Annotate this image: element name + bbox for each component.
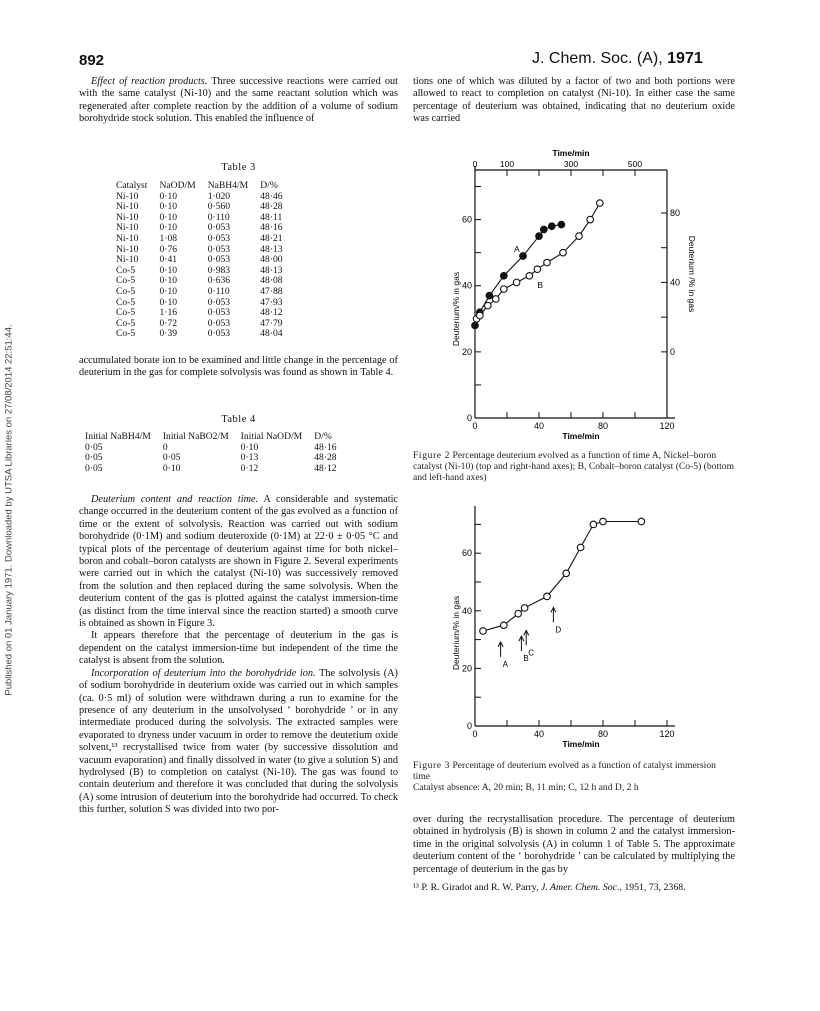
table-3 [110, 181, 289, 340]
data-point [472, 322, 479, 329]
table-cell: 0·10 [159, 275, 178, 287]
data-point [600, 518, 607, 525]
table-cell: Ni-10 [116, 254, 139, 266]
table-cell: 47·93 [260, 296, 283, 308]
table-cell: Ni-10 [116, 222, 139, 234]
table-cell: 1·08 [159, 232, 178, 244]
table-cell: 48·08 [260, 275, 283, 287]
table-cell: 48·28 [314, 452, 337, 464]
right-tick-label: 40 [670, 277, 681, 288]
data-point [501, 622, 508, 629]
paragraph-right-bottom: over during the recrystallisation procedure. The percentage of deuterium obtained in hydrolysis (B) is shown in column 2 and the catalyst immersion-time in the original solvolysis (A) in column 1 of Table 5. The approximate deuterium content of the ‘ borohydride ’ can be calculated by multiplying the percentage of deuterium in the gas by [413, 814, 735, 875]
table-row [79, 464, 343, 475]
x-tick-label: 120 [659, 421, 675, 431]
table-cell: Co-5 [116, 317, 136, 329]
right-axis-label: Deuterium /% in gas [687, 235, 697, 313]
table-cell: 48·12 [260, 307, 283, 319]
data-point [549, 223, 556, 230]
annotation-label: A [502, 659, 508, 669]
x-tick-label: 40 [533, 421, 545, 431]
y-tick-label: 20 [461, 663, 472, 674]
data-point [541, 226, 548, 233]
annotation-label: D [555, 625, 562, 635]
table-cell: 1·020 [207, 190, 231, 202]
series-line [475, 225, 561, 326]
data-point [501, 273, 508, 280]
top-tick-label: 0 [472, 159, 478, 169]
table-4 [79, 432, 343, 474]
figure-3-chart [445, 498, 705, 760]
table-cell: 0·983 [207, 264, 231, 276]
table-cell: 0·12 [240, 462, 259, 474]
table-cell: 0·053 [207, 296, 231, 308]
data-point [587, 216, 594, 223]
table-cell: 0·636 [207, 275, 231, 287]
figure-3-caption: Figure 3 Percentage of deuterium evolved as a function of catalyst immersion time Catalyst absence: A, 20 min; B, 11 min; C, 12 h and D, 2 h [413, 760, 716, 793]
table-cell: 0·10 [159, 190, 178, 202]
table-cell: 48·16 [260, 222, 283, 234]
x-tick-label: 0 [472, 421, 478, 431]
paragraph-deuterium-content: Deuterium content and reaction time. A considerable and systematic change occurred in the deuterium content of the gas evolved as a function of time or the extent of solvolysis. Reaction was carried out with sodium borohydride (0·1M) and sodium deuteroxide (0·1M) at 22·0 ± 0·05 °C and typical plots of the percentage of deuterium against time for both nickel–boron and cobalt–boron catalysts are shown in Figure 2. Several experiments were carried out in which the catalyst (Ni-10) was successively removed from the solution and then replaced during the same solvolysis. When the deuterium content of the gas is plotted against the catalyst immersion-time (as distinct from the time interval since the reaction started) a smooth curve is obtained as shown in Figure 3. [79, 494, 399, 630]
y-tick-label: 0 [466, 721, 472, 731]
x-tick-label: 120 [659, 729, 675, 739]
table-cell: 0·05 [85, 441, 103, 453]
x-tick-label: 80 [597, 729, 609, 739]
data-point [534, 266, 541, 273]
top-axis-label: Time/min [552, 148, 590, 158]
data-point [520, 253, 527, 260]
y-tick-label: 60 [461, 548, 472, 559]
table-cell: 0·13 [240, 452, 259, 464]
body-text-left [79, 494, 398, 817]
table-cell: 0·10 [159, 201, 178, 213]
data-point [501, 286, 508, 293]
table-cell: Ni-10 [116, 201, 139, 213]
x-tick-label: 40 [533, 729, 545, 739]
table-cell: 48·28 [260, 201, 283, 213]
table-cell: 48·21 [260, 232, 283, 244]
table-cell: 0·39 [159, 328, 178, 340]
y-tick-label: 0 [466, 413, 472, 423]
table-cell: 48·13 [260, 264, 283, 276]
column-header: D/% [314, 431, 332, 442]
table-row [110, 287, 289, 298]
table-cell: 0·72 [159, 317, 178, 329]
table-cell: 0·05 [85, 462, 103, 474]
column-header: Initial NaOD/M [240, 431, 303, 442]
column-header: Initial NaBO2/M [162, 431, 229, 442]
data-point [513, 279, 520, 286]
data-point [558, 221, 565, 228]
table-cell: 0·053 [207, 254, 231, 266]
paragraph-dependence: It appears therefore that the percentage of deuterium in the gas is dependent on the catalyst immersion-time but independent of the time the catalyst is absent from the solution. [79, 630, 398, 667]
y-tick-label: 60 [461, 214, 472, 225]
table-cell: 0·10 [159, 264, 178, 276]
y-tick-label: 20 [461, 346, 472, 357]
column-header: Catalyst [116, 180, 148, 191]
right-tick-label: 0 [670, 346, 676, 357]
series-label: B [537, 279, 544, 290]
table-cell: 0·76 [159, 243, 178, 255]
data-point [521, 605, 528, 612]
x-tick-label: 0 [472, 729, 478, 739]
data-point [638, 518, 645, 525]
table-cell: 0·053 [207, 317, 231, 329]
table-cell: 0·110 [207, 285, 230, 297]
data-point [515, 610, 522, 617]
paragraph-borate: accumulated borate ion to be examined and little change in the percentage of deuterium in the gas for complete solvolysis was found as shown in Table 4. [79, 355, 398, 379]
table-cell: 0·053 [207, 328, 231, 340]
data-point [493, 296, 500, 303]
top-tick-label: 100 [499, 159, 515, 169]
data-point [480, 628, 487, 635]
figure-2-caption: Figure 2 Percentage deuterium evolved as a function of time A, Nickel–boron catalyst (Ni-10) (top and right-hand axes); B, Cobalt–boron catalyst (Co-5) (bottom and left-hand axes) [413, 450, 735, 483]
table-cell: 0·10 [162, 462, 181, 474]
data-point [477, 312, 484, 319]
table-cell: 0·05 [162, 452, 181, 464]
table-cell: Ni-10 [116, 211, 139, 223]
table-cell: 0·053 [207, 232, 231, 244]
data-point [590, 521, 597, 528]
table-row [79, 453, 343, 464]
x-axis-label: Time/min [562, 431, 600, 441]
column-header: Initial NaBH4/M [85, 431, 151, 442]
page-number: 892 [79, 52, 105, 69]
table-cell: 48·13 [260, 243, 283, 255]
data-point [597, 200, 604, 207]
table-cell: 0·10 [159, 285, 178, 297]
table-cell: 0·110 [207, 211, 230, 223]
table-cell: Ni-10 [116, 232, 139, 244]
table-cell: 1·16 [159, 307, 178, 319]
table-cell: 0·10 [240, 441, 259, 453]
data-point [544, 259, 551, 266]
data-point [560, 249, 567, 256]
table-cell: 48·11 [260, 211, 283, 223]
series-label: A [514, 243, 520, 254]
x-axis-label: Time/min [562, 739, 600, 749]
paragraph-right-top: tions one of which was diluted by a factor of two and both portions were allowed to react to completion on catalyst (Ni-10). In either case the same percentage of deuterium was obtained, indicating that no deuterium oxide was carried [413, 76, 735, 125]
download-notice: Published on 01 January 1971. Downloaded by UTSA Libraries on 27/08/2014 22:51:44. [3, 324, 15, 696]
data-point [526, 273, 533, 280]
table-cell: Ni-10 [116, 243, 139, 255]
table-cell: 0·560 [207, 201, 231, 213]
table-cell: 48·16 [314, 441, 337, 453]
column-header: D/% [260, 180, 278, 191]
data-point [563, 570, 570, 577]
data-point [486, 292, 493, 299]
table-cell: Co-5 [116, 296, 136, 308]
y-axis-label: Deuterium/% in gas [451, 271, 461, 347]
table-cell: Co-5 [116, 285, 136, 297]
y-axis-label: Deuterium/% in gas [451, 595, 461, 671]
right-tick-label: 80 [670, 207, 681, 218]
data-point [544, 593, 551, 600]
table-cell: 0·10 [159, 296, 178, 308]
table-cell: Ni-10 [116, 190, 139, 202]
annotation-label: C [528, 648, 534, 658]
table-cell: 0·41 [159, 254, 178, 266]
table3-caption: Table 3 [221, 162, 256, 173]
table-cell: 48·12 [314, 462, 337, 474]
column-header: NaOD/M [159, 180, 196, 191]
table-cell: 0·10 [159, 222, 178, 234]
series-line [483, 522, 641, 635]
paragraph-reaction-products: Effect of reaction products. Three successive reactions were carried out with the same catalyst (Ni-10) and the same reactant solution which was regenerated after complete reaction by the addition of a volume of sodium borohydride stock solution. This enabled the influence of [79, 76, 398, 125]
table-cell: 47·79 [260, 317, 283, 329]
y-tick-label: 40 [461, 605, 472, 616]
figure-2-chart [445, 148, 705, 448]
table-row [110, 329, 289, 340]
table-cell: Co-5 [116, 307, 136, 319]
paragraph-incorporation: Incorporation of deuterium into the borohydride ion. The solvolysis (A) of sodium borohydride in deuterium oxide was carried out in which samples (ca. 0·5 ml) of solution were withdrawn during a run to examine for the presence of any deuterium in the unsolvolysed ‘ borohydride ’ or in any intermediate produced during the solvolysis. The extracted samples were evaporated to dryness under vacuum in order to remove the deuterium oxide solvent,¹³ recrystallised twice from water (by successive dissolution and vacuum evaporation) and finally dissolved in water (to give a solution S) and hydrolysed (B) to completion on catalyst (Ni-10). The gas was found to contain deuterium and therefore it was concluded that during the solvolysis (A) some intrusion of deuterium into the borohydride had occurred. To check this further, solution S was divided into two por- [79, 667, 398, 816]
table-cell: Co-5 [116, 264, 136, 276]
table-cell: Co-5 [116, 275, 136, 287]
table4-caption: Table 4 [221, 414, 256, 425]
table-cell: Co-5 [116, 328, 136, 340]
footnote: ¹³ P. R. Giradot and R. W. Parry, J. Amer. Chem. Soc., 1951, 73, 2368. [413, 882, 686, 893]
data-point [536, 233, 543, 240]
table-row [79, 443, 343, 454]
table-cell: 0 [162, 441, 168, 453]
table-cell: 0·053 [207, 307, 231, 319]
table-cell: 0·053 [207, 243, 231, 255]
annotation-label: B [523, 654, 529, 664]
data-point [485, 302, 492, 309]
table-cell: 0·10 [159, 211, 178, 223]
y-tick-label: 40 [461, 280, 472, 291]
table-cell: 0·053 [207, 222, 231, 234]
top-tick-label: 300 [563, 159, 579, 169]
table-cell: 48·46 [260, 190, 283, 202]
data-point [577, 544, 584, 551]
data-point [576, 233, 583, 240]
table-cell: 48·04 [260, 328, 283, 340]
table-cell: 0·05 [85, 452, 103, 464]
top-tick-label: 500 [627, 159, 643, 169]
journal-header: J. Chem. Soc. (A), 1971 [532, 50, 703, 67]
table-row [110, 234, 289, 245]
column-header: NaBH4/M [207, 180, 249, 191]
x-tick-label: 80 [597, 421, 609, 431]
table-cell: 47·88 [260, 285, 283, 297]
table-cell: 48·00 [260, 254, 283, 266]
